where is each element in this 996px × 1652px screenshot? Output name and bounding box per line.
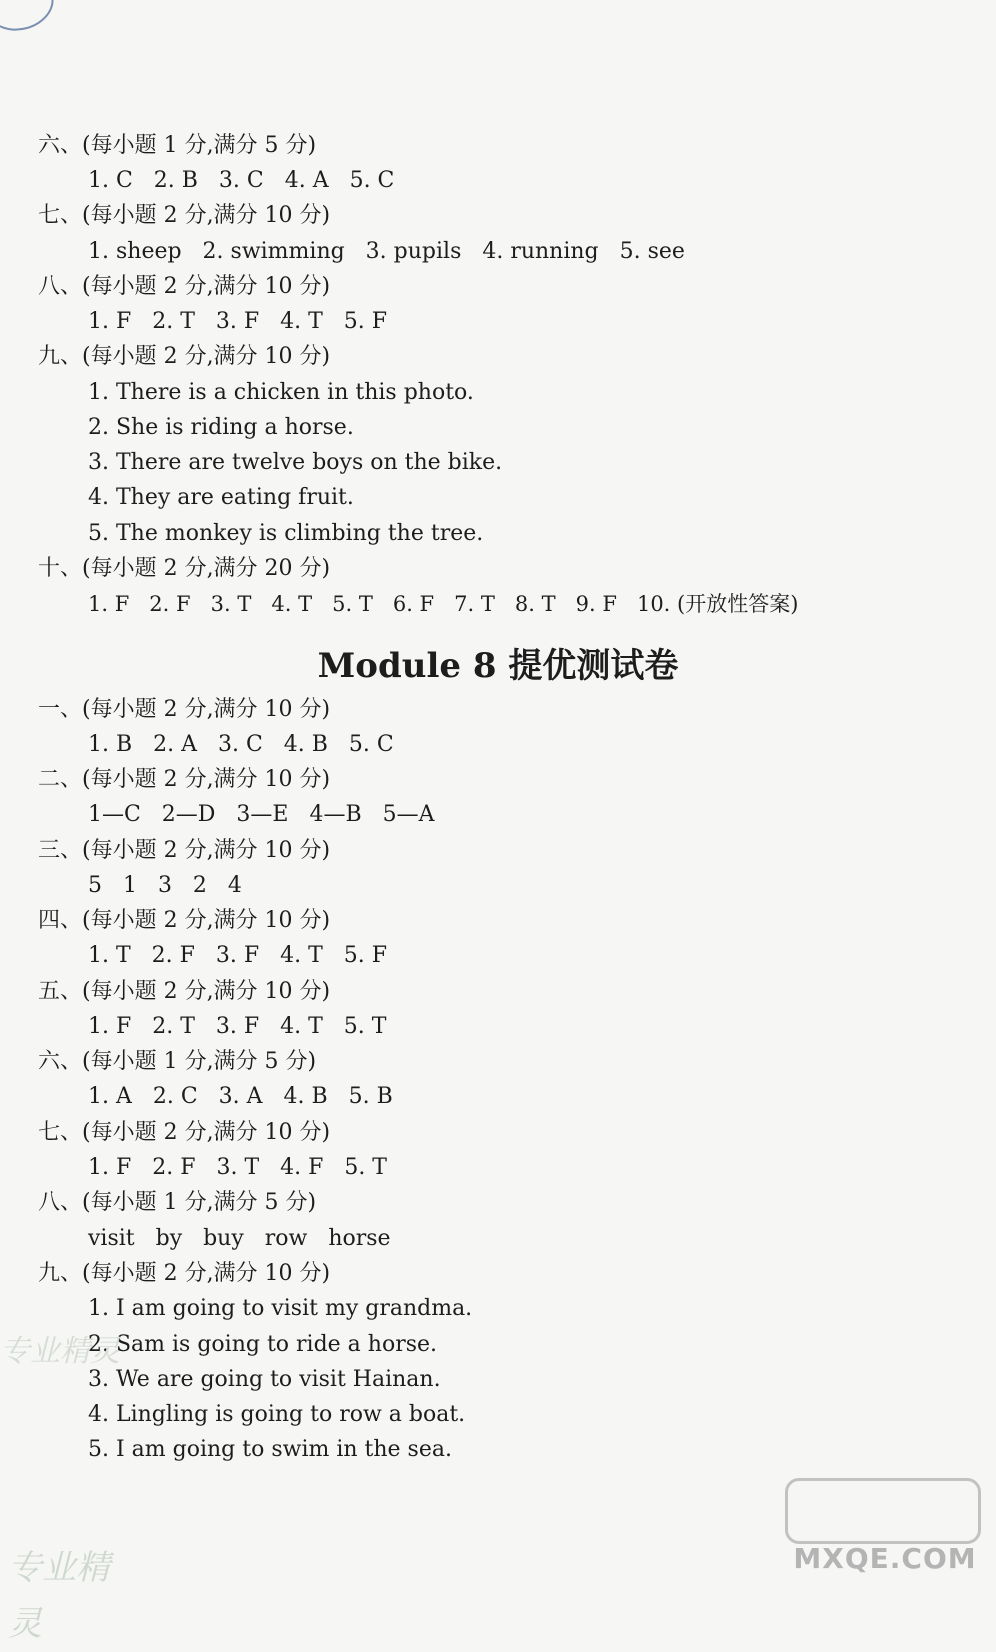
section-9-heading: 九、(每小题 2 分,满分 10 分) [38,344,331,369]
corner-seal-stamp [0,0,60,38]
m8-section-9-answer-4: 4. Lingling is going to row a boat. [88,1402,466,1427]
m8-section-6-heading: 六、(每小题 1 分,满分 5 分) [38,1049,317,1074]
watermark-bottom-left: 专业精灵 [8,1548,110,1644]
m8-section-1-answers: 1. B 2. A 3. C 4. B 5. C [88,732,394,757]
section-9-answer-1: 1. There is a chicken in this photo. [88,380,474,405]
m8-section-8-heading: 八、(每小题 1 分,满分 5 分) [38,1190,317,1215]
m8-section-7-answers: 1. F 2. F 3. T 4. F 5. T [88,1155,387,1180]
m8-section-4-answers: 1. T 2. F 3. F 4. T 5. F [88,943,387,968]
watermark-mid-left: 专业精灵 [0,1334,120,1369]
m8-section-9-heading: 九、(每小题 2 分,满分 10 分) [38,1261,331,1286]
section-10-heading: 十、(每小题 2 分,满分 20 分) [38,556,331,581]
m8-section-7-heading: 七、(每小题 2 分,满分 10 分) [38,1120,331,1145]
m8-section-1-heading: 一、(每小题 2 分,满分 10 分) [38,697,331,722]
section-8-heading: 八、(每小题 2 分,满分 10 分) [38,274,331,299]
m8-section-2-heading: 二、(每小题 2 分,满分 10 分) [38,767,331,792]
section-9-answer-2: 2. She is riding a horse. [88,415,354,440]
m8-section-8-answers: visit by buy row horse [88,1226,391,1251]
m8-section-9-answer-3: 3. We are going to visit Hainan. [88,1367,441,1392]
m8-section-9-answer-1: 1. I am going to visit my grandma. [88,1296,473,1321]
m8-section-9-answer-5: 5. I am going to swim in the sea. [88,1437,452,1462]
section-6-answers: 1. C 2. B 3. C 4. A 5. C [88,168,395,193]
watermark-site-logo [785,1478,985,1588]
section-8-answers: 1. F 2. T 3. F 4. T 5. F [88,309,387,334]
m8-section-2-answers: 1—C 2—D 3—E 4—B 5—A [88,802,435,827]
watermark-site-text: MXQE.COM [793,1542,977,1575]
section-7-answers: 1. sheep 2. swimming 3. pupils 4. running 5. see [88,239,685,264]
m8-section-4-heading: 四、(每小题 2 分,满分 10 分) [38,908,331,933]
m8-section-3-heading: 三、(每小题 2 分,满分 10 分) [38,838,331,863]
section-10-answers: 1. F 2. F 3. T 4. T 5. T 6. F 7. T 8. T 9. F 10. (开放性答案) [88,592,799,616]
module-title: Module 8 提优测试卷 [317,646,679,686]
m8-section-5-heading: 五、(每小题 2 分,满分 10 分) [38,979,331,1004]
section-6-heading: 六、(每小题 1 分,满分 5 分) [38,133,317,158]
section-9-answer-3: 3. There are twelve boys on the bike. [88,450,503,475]
m8-section-9-answer-2: 2. Sam is going to ride a horse. [88,1332,438,1357]
section-9-answer-4: 4. They are eating fruit. [88,485,354,510]
m8-section-6-answers: 1. A 2. C 3. A 4. B 5. B [88,1084,393,1109]
watermark-stamp-shape [785,1478,981,1544]
section-7-heading: 七、(每小题 2 分,满分 10 分) [38,203,331,228]
section-9-answer-5: 5. The monkey is climbing the tree. [88,521,484,546]
m8-section-3-answers: 5 1 3 2 4 [88,873,242,898]
m8-section-5-answers: 1. F 2. T 3. F 4. T 5. T [88,1014,387,1039]
